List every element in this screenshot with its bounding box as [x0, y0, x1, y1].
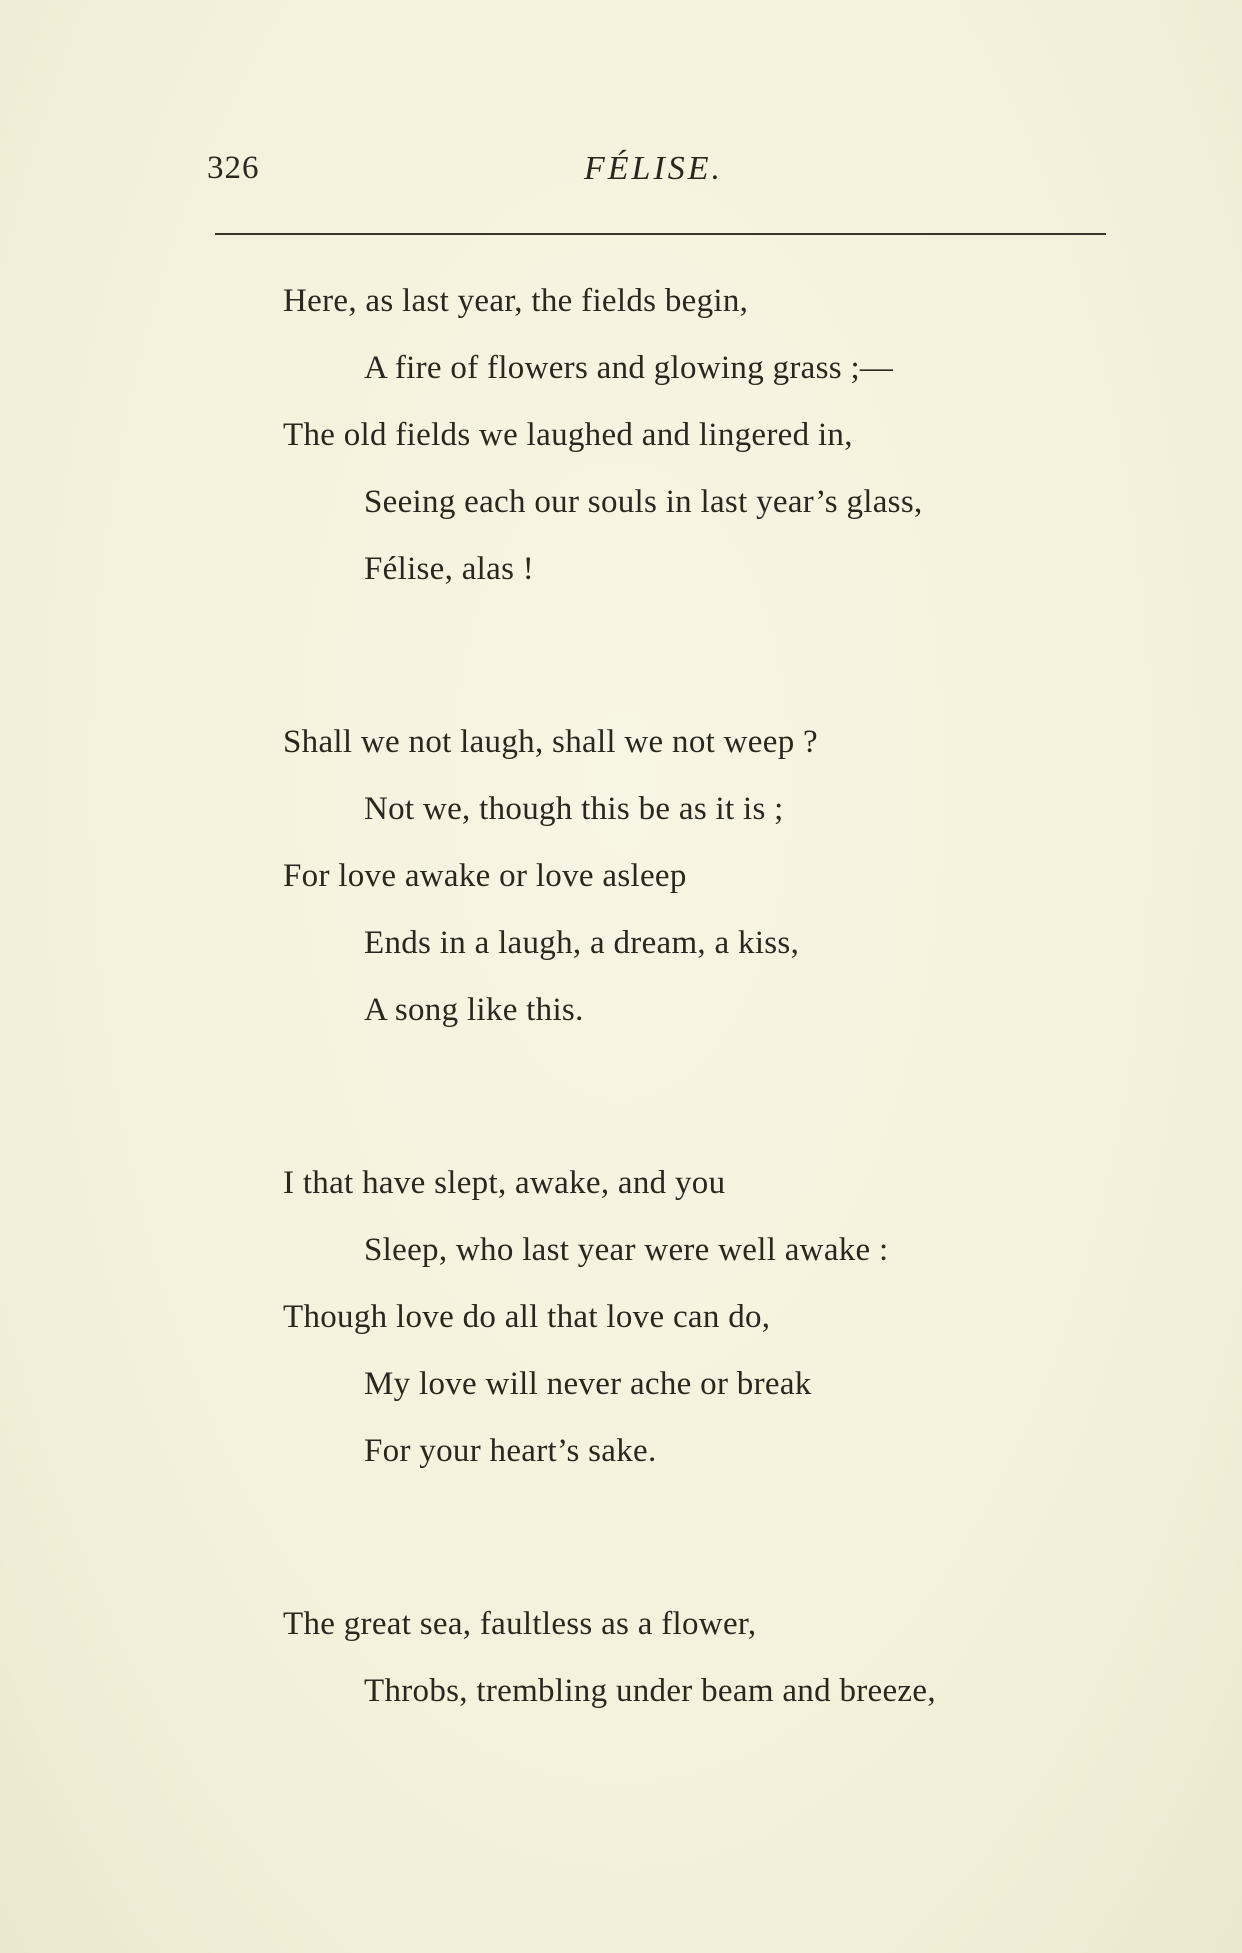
header-rule	[215, 233, 1106, 235]
verse-line: Not we, though this be as it is ;	[364, 791, 784, 827]
verse-line: Seeing each our souls in last year’s glass,	[364, 484, 923, 520]
verse-line: Sleep, who last year were well awake :	[364, 1232, 889, 1268]
verse-line: The great sea, faultless as a flower,	[283, 1606, 757, 1642]
verse-line: A fire of flowers and glowing grass ;—	[364, 350, 894, 386]
running-title: FÉLISE.	[584, 150, 724, 187]
verse-line: My love will never ache or break	[364, 1366, 812, 1402]
verse-line: For your heart’s sake.	[364, 1433, 657, 1469]
verse-line: For love awake or love asleep	[283, 858, 687, 894]
page-header	[0, 150, 1242, 200]
verse-line: The old fields we laughed and lingered in,	[283, 417, 853, 453]
verse-line: Ends in a laugh, a dream, a kiss,	[364, 925, 800, 961]
verse-line: Though love do all that love can do,	[283, 1299, 771, 1335]
verse-line: Throbs, trembling under beam and breeze,	[364, 1673, 936, 1709]
verse-line: Here, as last year, the fields begin,	[283, 283, 749, 319]
verse-line: A song like this.	[364, 992, 584, 1028]
verse-line: I that have slept, awake, and you	[283, 1165, 726, 1201]
verse-line: Félise, alas !	[364, 551, 535, 587]
verse-line: Shall we not laugh, shall we not weep ?	[283, 724, 818, 760]
page-number: 326	[207, 150, 260, 186]
